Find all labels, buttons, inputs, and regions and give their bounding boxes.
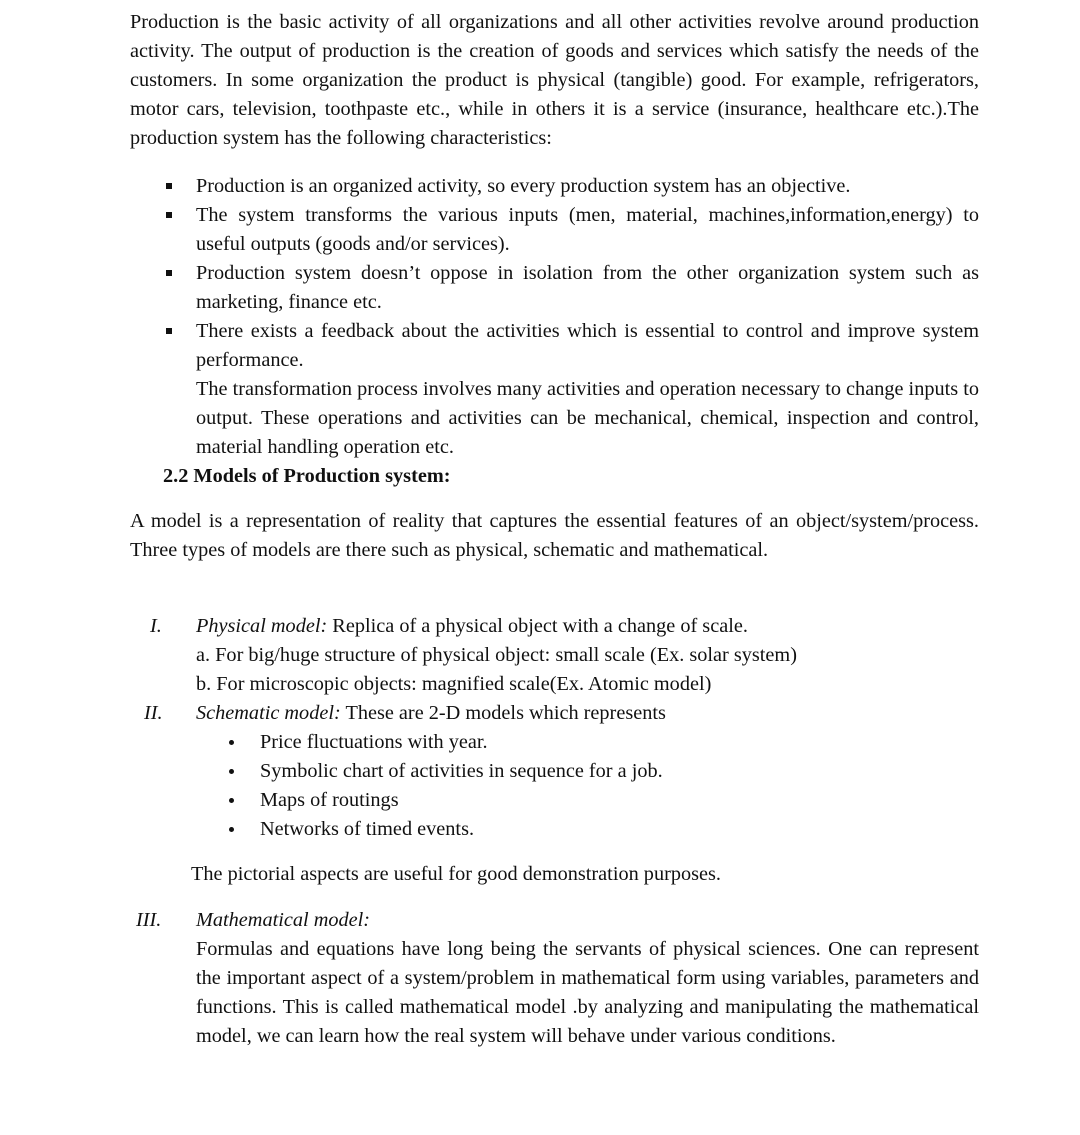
schematic-examples-list bbox=[226, 728, 979, 844]
intro-paragraph: Production is the basic activity of all organizations and all other activities revolve around production activity. The output of production is the creation of goods and services which satisfy the needs of the customers. In some organization the product is physical (tangible) good. For example, refrigerators, motor cars, television, toothpaste etc., while in others it is a service (insurance, healthcare etc.).The production system has the following characteristics: bbox=[130, 11, 979, 149]
round-bullet-icon bbox=[226, 757, 260, 786]
square-bullet-icon bbox=[163, 172, 196, 201]
list-item: Production system doesn’t oppose in isolation from the other organization system such as marketing, finance etc. bbox=[163, 259, 979, 317]
square-bullet-icon bbox=[163, 317, 196, 375]
list-item: Networks of timed events. bbox=[226, 815, 979, 844]
square-bullet-icon bbox=[163, 201, 196, 259]
physical-model-sub-a: a. For big/huge structure of physical object: small scale (Ex. solar system) bbox=[196, 644, 797, 666]
mathematical-model-item bbox=[130, 906, 979, 1051]
round-bullet-icon bbox=[226, 786, 260, 815]
roman-numeral: II. bbox=[144, 702, 163, 724]
transformation-paragraph: The transformation process involves many activities and operation necessary to change inputs to output. These operations and activities can be mechanical, chemical, inspection and control, material handling operation etc. bbox=[196, 378, 979, 458]
list-item: There exists a feedback about the activities which is essential to control and improve system performance. bbox=[163, 317, 979, 375]
list-item: Production is an organized activity, so every production system has an objective. bbox=[163, 172, 979, 201]
list-item: Price fluctuations with year. bbox=[226, 728, 979, 757]
section-heading: 2.2 Models of Production system: bbox=[163, 465, 451, 487]
list-item: The system transforms the various inputs (men, material, machines,information,energy) to useful outputs (goods and/or services). bbox=[163, 201, 979, 259]
list-item: Symbolic chart of activities in sequence for a job. bbox=[226, 757, 979, 786]
square-bullet-icon bbox=[163, 259, 196, 317]
physical-model-item bbox=[130, 612, 979, 844]
physical-model-desc: Replica of a physical object with a change of scale. bbox=[327, 615, 748, 637]
mathematical-model-title: Mathematical model: bbox=[196, 909, 371, 931]
roman-numeral: I. bbox=[150, 615, 162, 637]
round-bullet-icon bbox=[226, 728, 260, 757]
physical-model-sub-b: b. For microscopic objects: magnified scale(Ex. Atomic model) bbox=[196, 673, 712, 695]
pictorial-note: The pictorial aspects are useful for good demonstration purposes. bbox=[191, 863, 721, 885]
mathematical-model-body: Formulas and equations have long being the servants of physical sciences. One can represent the important aspect of a system/problem in mathematical form using variables, parameters and functions. This is called mathematical model .by analyzing and manipulating the mathematical model, we can learn how the real system will behave under various conditions. bbox=[196, 938, 979, 1047]
model-intro-paragraph: A model is a representation of reality that captures the essential features of an object/system/process. Three types of models are there such as physical, schematic and mathematical. bbox=[130, 510, 979, 561]
roman-numeral: III. bbox=[136, 909, 162, 931]
schematic-model-title: Schematic model: bbox=[196, 702, 341, 724]
physical-model-title: Physical model: bbox=[196, 615, 328, 637]
characteristics-list bbox=[163, 172, 979, 491]
schematic-model-desc: These are 2-D models which represents bbox=[340, 702, 666, 724]
list-item: Maps of routings bbox=[226, 786, 979, 815]
round-bullet-icon bbox=[226, 815, 260, 844]
